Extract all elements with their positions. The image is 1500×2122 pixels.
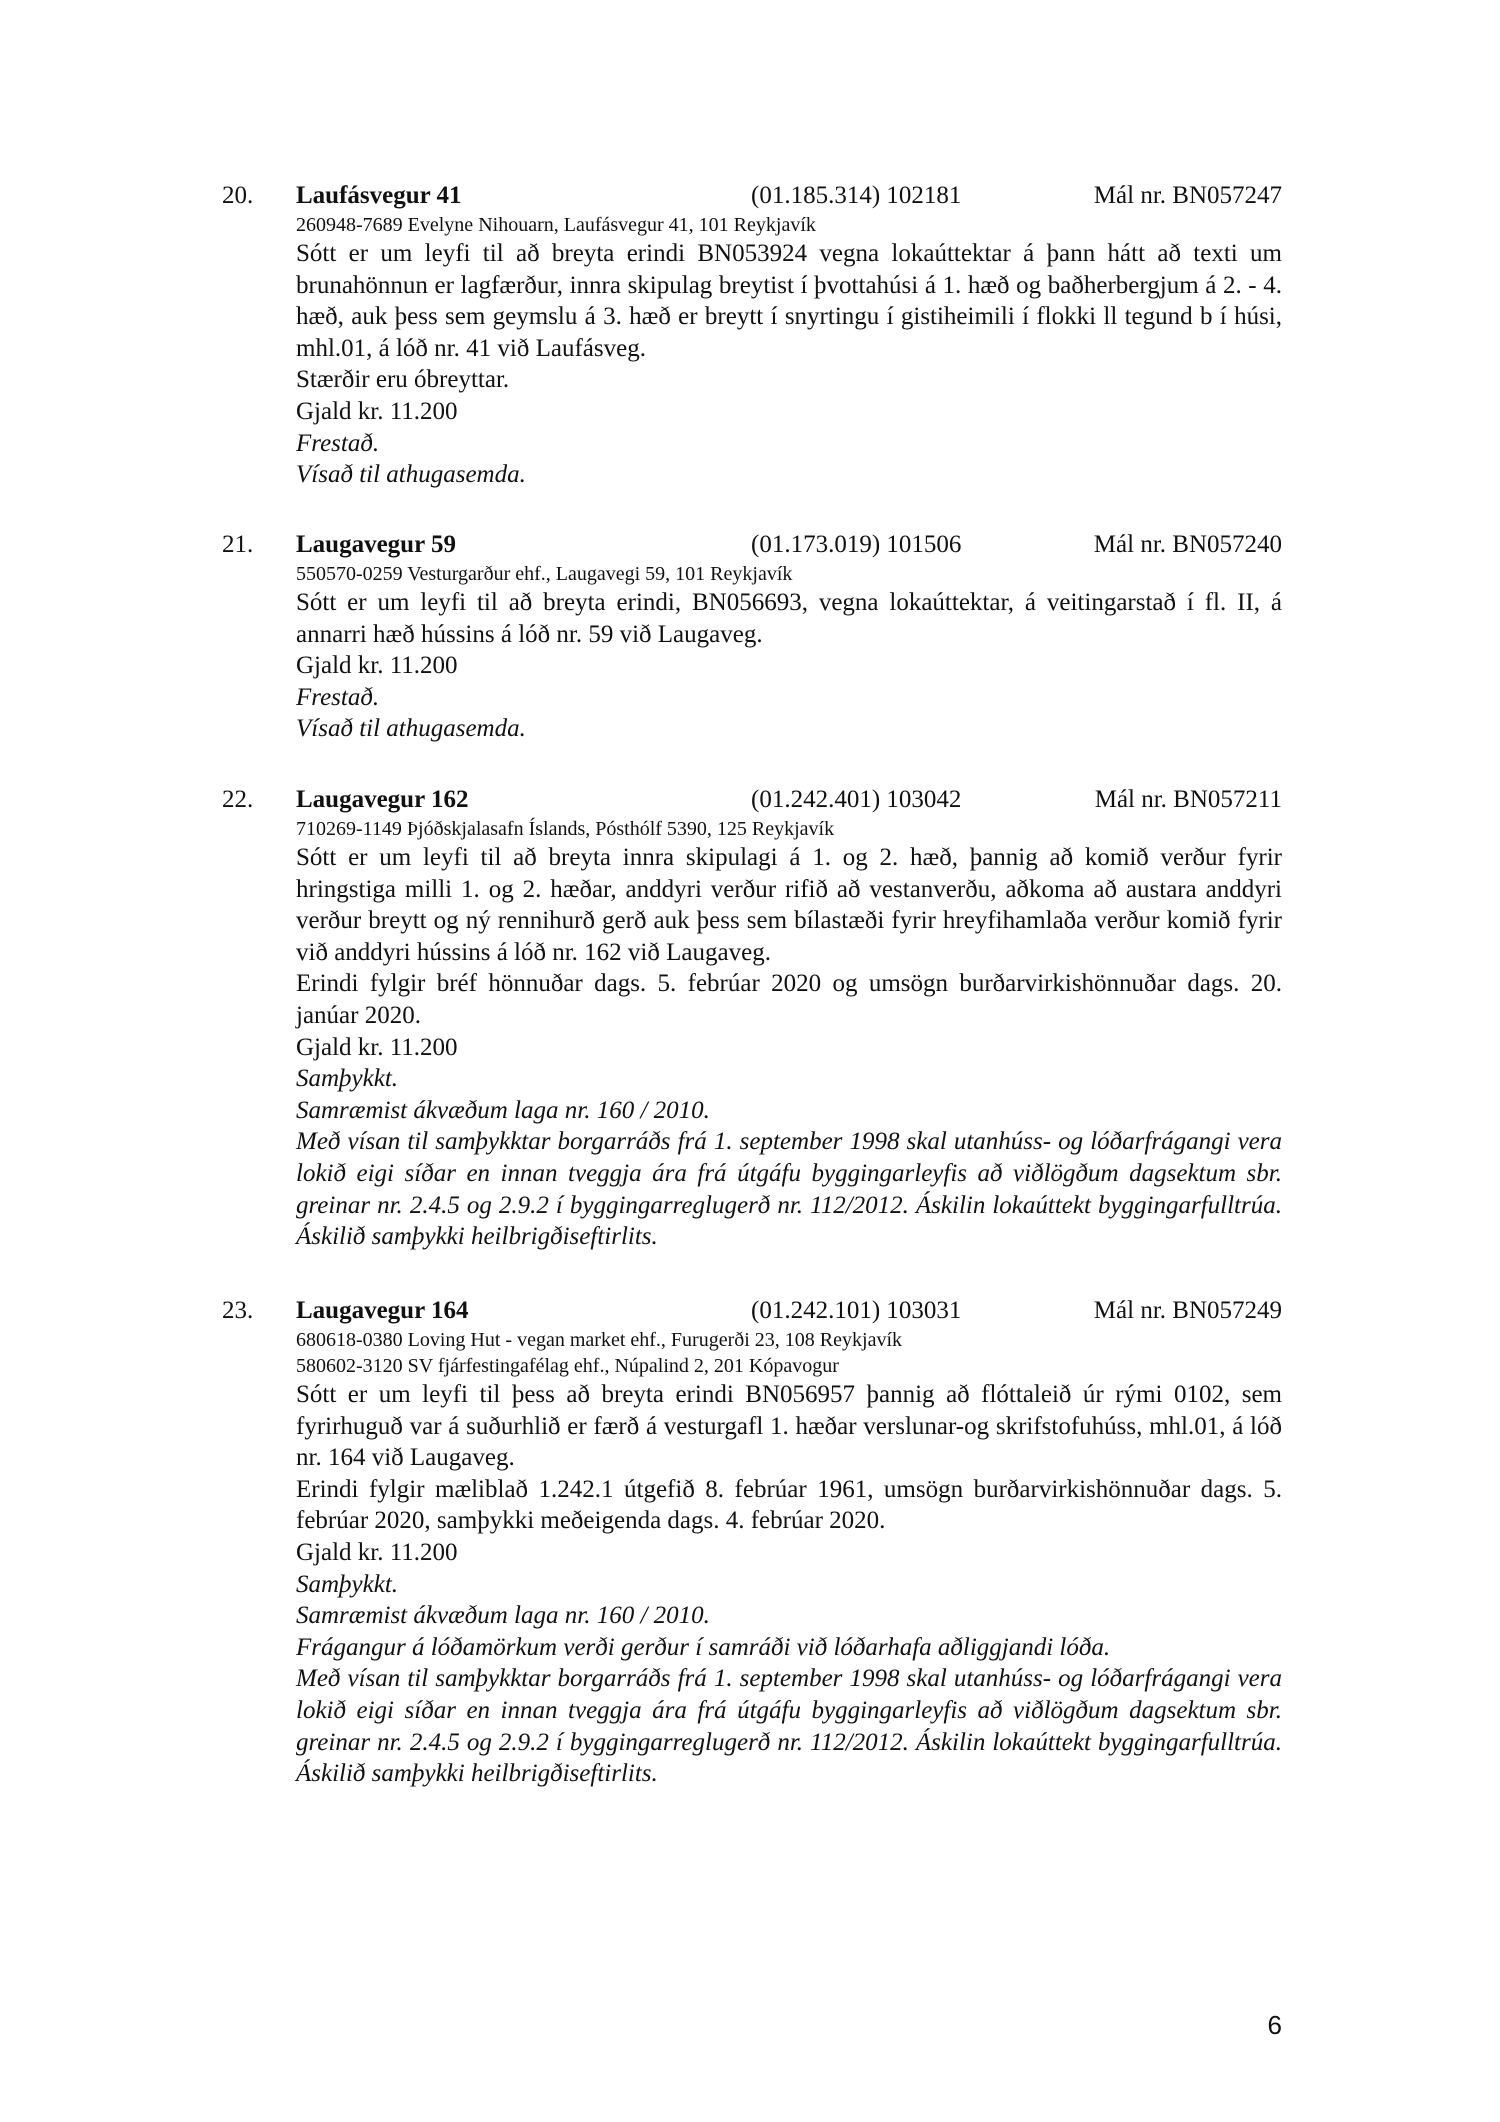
property-code: (01.242.401) 103042 (751, 786, 962, 813)
fee: Gjald kr. 11.200 (296, 1033, 458, 1061)
address-title: Laufásvegur 41 (296, 182, 462, 209)
extra-info: Stærðir eru óbreyttar. (296, 366, 510, 394)
fee: Gjald kr. 11.200 (296, 1538, 458, 1566)
entry-header (222, 180, 1282, 212)
applicant: 580602-3120 SV fjárfestingafélag ehf., Núpalind 2, 201 Kópavogur (296, 1355, 839, 1377)
entry-number: 23. (222, 1297, 254, 1324)
entry-header (222, 529, 1282, 561)
case-number: Mál nr. BN057240 (1093, 531, 1282, 558)
applicant: 260948-7689 Evelyne Nihouarn, Laufásvegur 41, 101 Reykjavík (296, 214, 816, 236)
entry-body (296, 1327, 1282, 1790)
property-code: (01.242.101) 103031 (751, 1297, 962, 1324)
decision: Samþykkt. (296, 1065, 399, 1093)
description: Sótt er um leyfi til að breyta innra skipulagi á 1. og 2. hæð, þannig að komið verður fyrir hringstiga milli 1. og 2. hæðar, anddyri verður rifið að vestanverðu, aðkoma að austara anddyri verður breytt og ný rennihurð gerð auk þess sem bílastæði fyrir hreyfihamlaða verður komið fyrir við anddyri hússins á lóð nr. 162 við Laugaveg. (296, 844, 1282, 966)
decision: Frestað. (296, 683, 380, 711)
description: Sótt er um leyfi til að breyta erindi BN053924 vegna lokaúttektar á þann hátt að texti um brunahönnun er lagfærður, innra skipulag breytist í þvottahúsi á 1. hæð og baðherbergjum á 2. - 4. hæð, auk þess sem geymslu á 3. hæð er breytt í snyrtingu í gistiheimili í flokki ll tegund b í húsi, mhl.01, á lóð nr. 41 við Laufásveg. (296, 240, 1282, 362)
property-code: (01.185.314) 102181 (751, 182, 962, 209)
entry-number: 21. (222, 531, 254, 558)
case-entry-22 (222, 784, 1282, 1253)
entry-body (296, 212, 1282, 491)
extra-info: Erindi fylgir mæliblað 1.242.1 útgefið 8. febrúar 1961, umsögn burðarvirkishönnuðar dags. 5. febrúar 2020, samþykki meðeigenda dags. 4. febrúar 2020. (296, 1475, 1282, 1535)
fee: Gjald kr. 11.200 (296, 397, 458, 425)
note: Vísað til athugasemda. (296, 715, 526, 743)
fee: Gjald kr. 11.200 (296, 652, 458, 680)
decision: Frestað. (296, 429, 380, 457)
applicant: 680618-0380 Loving Hut - vegan market ehf., Furugerði 23, 108 Reykjavík (296, 1329, 902, 1351)
address-title: Laugavegur 59 (296, 531, 456, 558)
entry-body (296, 561, 1282, 745)
description: Sótt er um leyfi til að breyta erindi, BN056693, vegna lokaúttektar, á veitingarstað í fl. II, á annarri hæð hússins á lóð nr. 59 við Laugaveg. (296, 589, 1282, 648)
note: Með vísan til samþykktar borgarráðs frá 1. september 1998 skal utanhúss- og lóðarfrágangi vera lokið eigi síðar en innan tveggja ára frá útgáfu byggingarleyfis að viðlögðum dagsektum sbr. greinar nr. 2.4.5 og 2.9.2 í byggingarreglugerð nr. 112/2012. Áskilin lokaúttekt byggingarfulltrúa. Áskilið samþykki heilbrigðiseftirlits. (296, 1665, 1282, 1788)
note: Samræmist ákvæðum laga nr. 160 / 2010. (296, 1096, 710, 1124)
entry-number: 22. (222, 786, 254, 813)
case-number: Mál nr. BN057247 (1093, 182, 1282, 209)
entry-header (222, 1295, 1282, 1327)
case-entry-23 (222, 1295, 1282, 1790)
applicant: 710269-1149 Þjóðskjalasafn Íslands, Pósthólf 5390, 125 Reykjavík (296, 818, 835, 840)
case-entry-20 (222, 180, 1282, 491)
note: Samræmist ákvæðum laga nr. 160 / 2010. (296, 1602, 710, 1630)
decision: Samþykkt. (296, 1570, 399, 1598)
entry-body (296, 816, 1282, 1253)
entry-header (222, 784, 1282, 816)
address-title: Laugavegur 164 (296, 1297, 469, 1324)
address-title: Laugavegur 162 (296, 786, 469, 813)
description: Sótt er um leyfi til þess að breyta erindi BN056957 þannig að flóttaleið úr rými 0102, sem fyrirhuguð var á suðurhlið er færð á vesturgafl 1. hæðar verslunar-og skrifstofuhúss, mhl.01, á lóð nr. 164 við Laugaveg. (296, 1381, 1282, 1472)
case-number: Mál nr. BN057249 (1093, 1297, 1282, 1324)
case-entry-21 (222, 529, 1282, 745)
note: Frágangur á lóðamörkum verði gerður í samráði við lóðarhafa aðliggjandi lóða. (296, 1633, 1111, 1661)
page-number: 6 (1267, 2010, 1282, 2040)
property-code: (01.173.019) 101506 (751, 531, 962, 558)
extra-info: Erindi fylgir bréf hönnuðar dags. 5. febrúar 2020 og umsögn burðarvirkishönnuðar dags. 20. janúar 2020. (296, 970, 1282, 1029)
case-number: Mál nr. BN057211 (1094, 786, 1282, 813)
applicant: 550570-0259 Vesturgarður ehf., Laugavegi 59, 101 Reykjavík (296, 563, 793, 585)
entry-number: 20. (222, 182, 254, 209)
note: Með vísan til samþykktar borgarráðs frá 1. september 1998 skal utanhúss- og lóðarfrágangi vera lokið eigi síðar en innan tveggja ára frá útgáfu byggingarleyfis að viðlögðum dagsektum sbr. greinar nr. 2.4.5 og 2.9.2 í byggingarreglugerð nr. 112/2012. Áskilin lokaúttekt byggingarfulltrúa. Áskilið samþykki heilbrigðiseftirlits. (296, 1128, 1282, 1251)
note: Vísað til athugasemda. (296, 461, 526, 489)
